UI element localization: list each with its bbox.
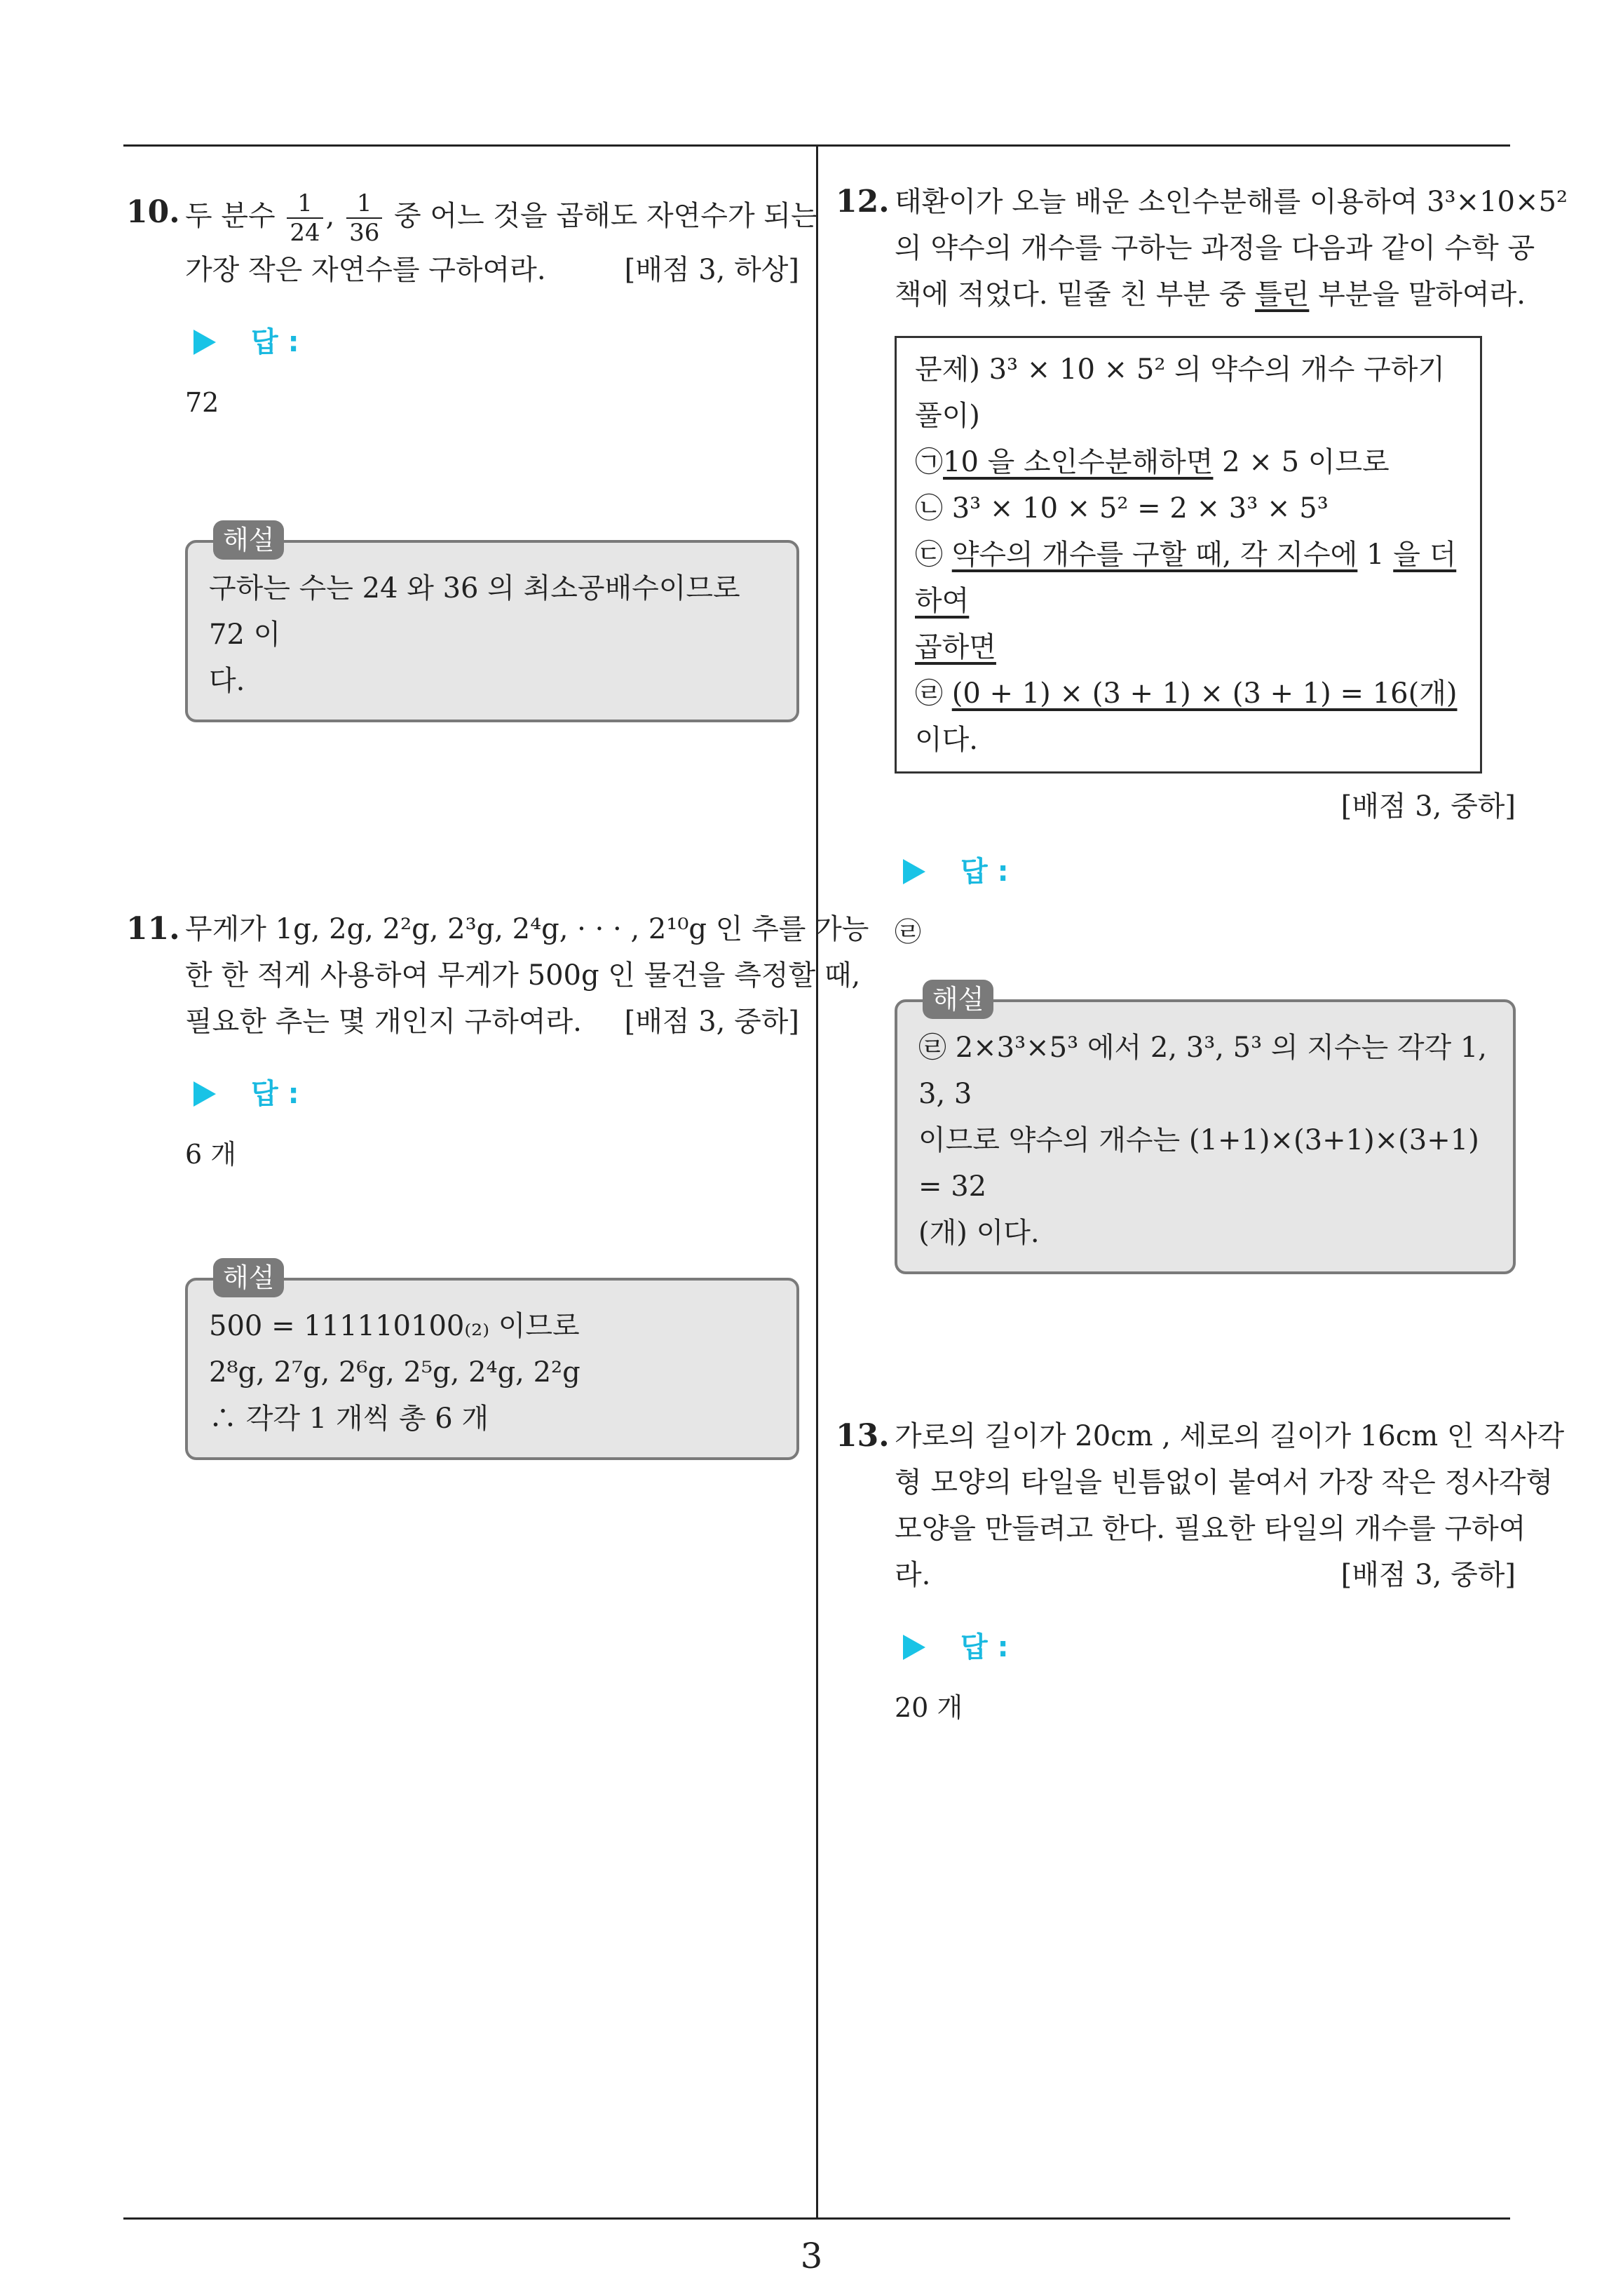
explanation-text: 구하는 수는 24 와 36 의 최소공배수이므로 72 이 xyxy=(209,572,740,651)
problem-text: 의 약수의 개수를 구하는 과정을 다음과 같이 수학 공 xyxy=(895,232,1535,264)
box-line: 풀이) xyxy=(915,400,980,432)
answer-row xyxy=(836,1626,1516,1668)
answer-value: 20 개 xyxy=(895,1692,963,1723)
answer-label: 답 : xyxy=(960,1631,1009,1663)
explanation-tag: 해설 xyxy=(213,1258,284,1297)
problem-number: 12. xyxy=(836,184,890,220)
explanation-tag: 해설 xyxy=(923,980,993,1019)
problem-12 xyxy=(836,179,1568,1249)
explanation-text: ㉣ 2×3³×5³ 에서 2, 3³, 5³ 의 지수는 각각 1, 3, 3 xyxy=(918,1032,1488,1110)
answer-value: 6 개 xyxy=(185,1139,236,1170)
answer-row xyxy=(836,851,1516,893)
score-label: [배점 3, 중하] xyxy=(624,1006,799,1038)
problem-number: 13. xyxy=(836,1418,890,1454)
page-number: 3 xyxy=(800,2236,823,2276)
problem-10: 10. 두 분수 $\frac{1}{24}$ , $\frac{1}{36}$ 중 어느 것을 곱해도 자연수가 되는 가장 작은 자연수를 구하여라. [배점 3, 하상] 답 : 72 해설 구하는 수는 24 와 36 의 최소공배수이므로 72 이 다. xyxy=(126,189,799,424)
box-line: ㉣ (0 + 1) × (3 + 1) × (3 + 1) = 16(개)이다. xyxy=(915,677,1458,756)
explanation-box xyxy=(185,1262,799,1460)
problem-text: 부분을 말하여라. xyxy=(1318,278,1526,311)
problem-number: 11. xyxy=(126,911,180,947)
problem-text: 책에 적었다. 밑줄 친 부분 중 xyxy=(895,278,1247,311)
problem-11 xyxy=(126,906,869,1435)
answer-row xyxy=(126,321,799,363)
explanation-box xyxy=(185,525,799,722)
box-line: ㉢ 약수의 개수를 구할 때, 각 지수에 1 을 더하여 xyxy=(915,539,1457,617)
play-arrow-icon xyxy=(903,859,925,884)
problem-text: 두 분수 xyxy=(185,200,276,232)
problem-text: 라. xyxy=(895,1559,931,1591)
problem-text: 모양을 만들려고 한다. 필요한 타일의 개수를 구하여 xyxy=(895,1513,1526,1545)
answer-label: 답 : xyxy=(251,1078,299,1110)
problem-text: 태환이가 오늘 배운 소인수분해를 이용하여 3³×10×5² xyxy=(895,186,1568,218)
problem-13 xyxy=(836,1413,1565,1729)
answer-row xyxy=(126,1073,799,1115)
score-label: [배점 3, 중하] xyxy=(1340,1559,1516,1591)
explanation-text: 500 = 111110100₍₂₎ 이므로 xyxy=(209,1310,580,1342)
problem-text: 무게가 1g, 2g, 2²g, 2³g, 2⁴g, · · · , 2¹⁰g 인 추를 가능 xyxy=(185,913,869,945)
underlined-word: 틀린 xyxy=(1255,278,1310,311)
explanation-text: 다. xyxy=(209,665,245,697)
score-label: [배점 3, 중하] xyxy=(1340,790,1516,823)
problem-text: 필요한 추는 몇 개인지 구하여라. xyxy=(185,1006,582,1038)
play-arrow-icon xyxy=(193,1081,216,1107)
score-label: [배점 3, 하상] xyxy=(624,254,799,286)
answer-label: 답 : xyxy=(960,856,1009,888)
problem-text: 가장 작은 자연수를 구하여라. xyxy=(185,254,546,286)
explanation-text: 이므로 약수의 개수는 (1+1)×(3+1)×(3+1) = 32 xyxy=(918,1124,1479,1203)
worked-solution-box xyxy=(895,336,1482,774)
explanation-text: ∴ 각각 1 개씩 총 6 개 xyxy=(209,1403,489,1435)
problem-text: 형 모양의 타일을 빈틈없이 붙여서 가장 작은 정사각형 xyxy=(895,1466,1554,1499)
box-line: ㉡ 3³ × 10 × 5² = 2 × 3³ × 5³ xyxy=(915,492,1329,525)
explanation-tag: 해설 xyxy=(213,520,284,560)
answer-value: ㉣ xyxy=(895,917,922,947)
box-line: ㉠10 을 소인수분해하면 2 × 5 이므로 xyxy=(915,446,1390,478)
explanation-text: (개) 이다. xyxy=(918,1217,1040,1249)
answer-value: 72 xyxy=(185,387,219,418)
fraction-1-24: $\frac{1}{24}$ xyxy=(287,189,322,247)
explanation-box xyxy=(895,984,1516,1274)
box-line: 곱하면 xyxy=(915,631,996,663)
bottom-rule xyxy=(123,2217,1510,2220)
column-divider xyxy=(816,144,818,2219)
play-arrow-icon xyxy=(903,1635,925,1660)
play-arrow-icon xyxy=(193,330,216,355)
fraction-1-36: $\frac{1}{36}$ xyxy=(346,189,382,247)
box-line: 문제) 3³ × 10 × 5² 의 약수의 개수 구하기 xyxy=(915,353,1445,386)
problem-text: 한 한 적게 사용하여 무게가 500g 인 물건을 측정할 때, xyxy=(185,959,861,992)
explanation-text: 2⁸g, 2⁷g, 2⁶g, 2⁵g, 2⁴g, 2²g xyxy=(209,1356,580,1389)
problem-number: 10. xyxy=(126,194,180,230)
answer-label: 답 : xyxy=(251,326,299,358)
problem-text: 가로의 길이가 20cm , 세로의 길이가 16cm 인 직사각 xyxy=(895,1420,1565,1452)
problem-text: 중 어느 것을 곱해도 자연수가 되는 xyxy=(394,200,818,232)
